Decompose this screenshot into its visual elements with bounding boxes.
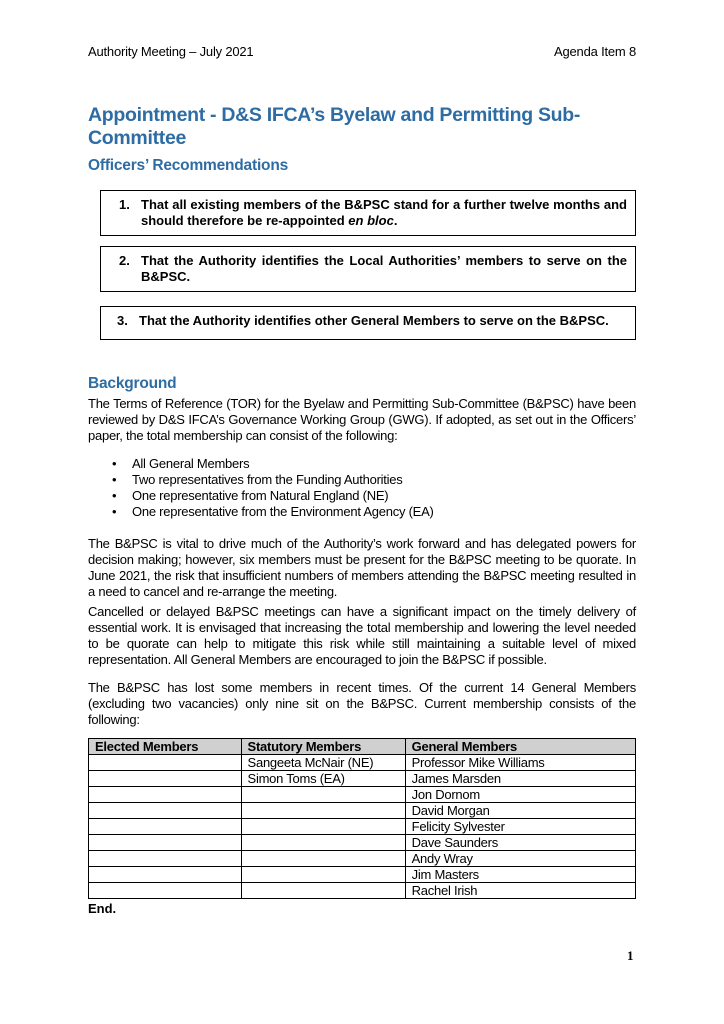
background-paragraph-1: The Terms of Reference (TOR) for the Byelaw and Permitting Sub-Committee (B&PSC) have been reviewed by D&S IFCA’s Governance Working Group (GWG). If adopted, as set out in the Officers’ paper, the total membership can consist of the following: [88,396,636,443]
list-item: • One representative from the Environment Agency (EA) [112,504,434,520]
table-cell [241,851,405,867]
table-row [89,755,636,771]
table-cell [89,867,242,883]
table-row [89,787,636,803]
table-cell [89,803,242,819]
recommendation-number: 1. [119,197,130,212]
recommendation-number: 3. [117,313,128,328]
table-row [89,851,636,867]
recommendation-text: That the Authority identifies the Local Authorities’ members to serve on the B&PSC. [141,253,627,284]
table-cell [89,819,242,835]
recommendation-text: That all existing members of the B&PSC stand for a further twelve months and should therefore be re-appointed en bloc. [141,197,627,228]
table-cell [241,787,405,803]
table-cell: David Morgan [405,803,635,819]
table-cell [241,867,405,883]
membership-bullet-list [112,456,434,520]
table-cell [89,835,242,851]
table-cell: Jim Masters [405,867,635,883]
table-cell [89,851,242,867]
table-cell [241,803,405,819]
table-cell [241,835,405,851]
column-header: Elected Members [89,739,242,755]
table-cell: Professor Mike Williams [405,755,635,771]
table-cell: Felicity Sylvester [405,819,635,835]
table-row [89,803,636,819]
column-header: Statutory Members [241,739,405,755]
table-cell: Andy Wray [405,851,635,867]
page-header [88,44,636,59]
table-row [89,883,636,899]
table-cell: Jon Dornom [405,787,635,803]
table-header-row [89,739,636,755]
table-cell: Dave Saunders [405,835,635,851]
recommendation-text: That the Authority identifies other General Members to serve on the B&PSC. [139,313,609,328]
background-paragraph-3: Cancelled or delayed B&PSC meetings can have a significant impact on the timely delivery of essential work. It is envisaged that increasing the total membership and lowering the level needed to be quorate can help to mitigate this risk while still maintaining a suitable level of mixed representation. All General Members are encouraged to join the B&PSC if possible. [88,604,636,667]
recommendation-number: 2. [119,253,130,268]
table-row [89,867,636,883]
recommendations-heading: Officers’ Recommendations [88,157,289,174]
list-item: • All General Members [112,456,434,472]
table-row [89,835,636,851]
table-cell [89,771,242,787]
table-cell [89,883,242,899]
table-cell [241,819,405,835]
list-item: • One representative from Natural England (NE) [112,488,434,504]
column-header: General Members [405,739,635,755]
end-marker: End. [88,901,117,916]
background-paragraph-2: The B&PSC is vital to drive much of the Authority’s work forward and has delegated powers for decision making; however, six members must be present for the B&PSC meeting to be quorate. In June 2021, the risk that insufficient numbers of members attending the B&PSC meeting resulted in a need to cancel and re-arrange the meeting. [88,536,636,599]
background-paragraph-4: The B&PSC has lost some members in recent times. Of the current 14 General Members (excluding two vacancies) only nine sit on the B&PSC. Current membership consists of the following: [88,680,636,727]
recommendation-box-2 [100,246,636,292]
table-cell [89,787,242,803]
table-row [89,771,636,787]
table-row [89,819,636,835]
table-cell: James Marsden [405,771,635,787]
recommendation-box-3 [100,306,636,340]
background-heading: Background [88,375,177,392]
document-title: Appointment - D&S IFCA’s Byelaw and Permitting Sub-Committee [88,104,581,149]
table-cell: Simon Toms (EA) [241,771,405,787]
page-number: 1 [627,948,634,963]
header-meeting: Authority Meeting – July 2021 [88,44,254,59]
table-cell [241,883,405,899]
table-cell: Rachel Irish [405,883,635,899]
table-cell: Sangeeta McNair (NE) [241,755,405,771]
header-agenda-item: Agenda Item 8 [554,44,636,59]
membership-table [88,738,636,899]
table-cell [89,755,242,771]
recommendation-box-1 [100,190,636,236]
list-item: • Two representatives from the Funding Authorities [112,472,434,488]
